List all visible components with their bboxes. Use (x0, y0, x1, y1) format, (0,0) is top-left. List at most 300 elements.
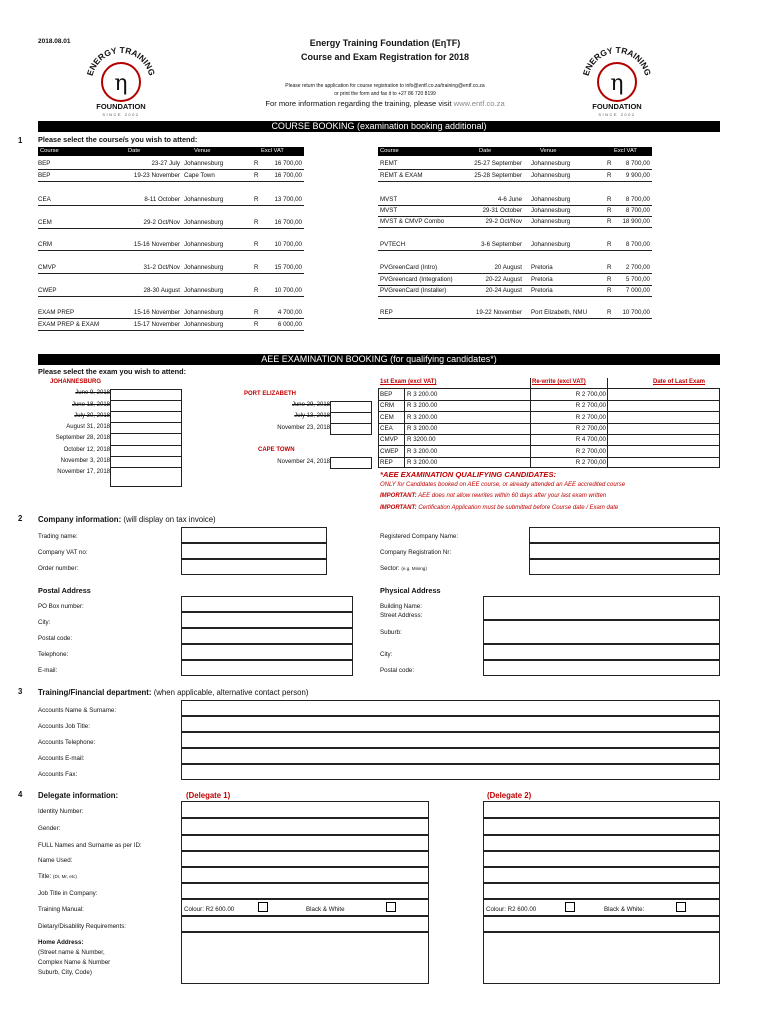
exam-fee-row[interactable] (378, 413, 720, 423)
gender-label: Gender: (38, 825, 61, 832)
more-info-text: For more information regarding the training, please visit (265, 99, 452, 108)
finance-field-input[interactable] (181, 764, 720, 780)
exam-date: June 29, 2018 (291, 402, 330, 408)
home-address-label: Home Address: (38, 939, 84, 946)
rewrite-fee: R 2 700,00 (575, 459, 606, 466)
course-venue: Johannesburg (184, 241, 224, 248)
course-price: 10 700,00 (274, 287, 302, 294)
exam-prompt: Please select the exam you wish to attend: (38, 367, 187, 376)
exam-fee-row[interactable] (378, 435, 720, 445)
exam-date: June 9, 2018 (75, 390, 110, 396)
exam-booking-bar: AEE EXAMINATION BOOKING (for qualifying candidates*) (38, 354, 720, 365)
course-venue: Johannesburg (184, 321, 224, 328)
section-4-number: 4 (18, 790, 23, 799)
home-address-hint-2: Complex Name & Number (38, 959, 111, 966)
course-row[interactable] (378, 194, 652, 205)
suburb-field[interactable] (483, 620, 720, 644)
box-divider (110, 467, 182, 468)
sector-label (380, 565, 427, 572)
col-venue: Venue (194, 148, 211, 154)
home-address-hint-3: Suburb, City, Code) (38, 969, 92, 976)
course-name: PVGreenCard (Installer) (380, 287, 447, 294)
col-excl-vat: Excl VAT (614, 148, 637, 154)
course-currency: R (254, 264, 259, 271)
rewrite-header: Re-write (excl VAT) (532, 379, 586, 385)
course-row[interactable] (378, 216, 652, 227)
row-divider (38, 296, 304, 297)
finance-field-label: Accounts Job Title: (38, 723, 90, 730)
title-text: Title: (38, 873, 52, 880)
job-title-label: Job Title in Company: (38, 890, 98, 897)
course-row[interactable] (378, 205, 652, 216)
course-name: MVST (380, 207, 398, 214)
course-name: PVTECH (380, 241, 406, 248)
rewrite-fee: R 2 700,00 (575, 402, 606, 409)
registration-nr-label: Company Registration Nr: (380, 549, 452, 556)
suburb-label: Suburb: (380, 629, 402, 636)
rewrite-fee: R 2 700,00 (575, 448, 606, 455)
course-date: 15-16 November (133, 241, 180, 248)
exam-fees-header (378, 378, 720, 388)
name-used-label: Name Used: (38, 857, 73, 864)
course-venue: Pretoria (531, 264, 553, 271)
more-info (180, 99, 590, 108)
course-date: 8-11 October (144, 196, 180, 203)
box-divider (110, 422, 182, 423)
city-field[interactable] (181, 612, 353, 628)
course-price: 8 700,00 (625, 207, 650, 214)
registered-name-label: Registered Company Name: (380, 533, 459, 540)
course-prompt: Please select the course/s you wish to attend: (38, 135, 198, 144)
vat-no-label: Company VAT no: (38, 549, 88, 556)
course-price: 7 000,00 (625, 287, 650, 294)
course-price: 16 700,00 (274, 172, 302, 179)
course-date: 19-22 November (475, 309, 522, 316)
finance-field-label: Accounts E-mail: (38, 755, 85, 762)
foundation-logo-icon (78, 46, 164, 118)
row-divider (38, 273, 304, 274)
delegate-1-name-used-field[interactable] (181, 851, 429, 867)
physical-address-title: Physical Address (380, 586, 441, 595)
street-address-field[interactable] (483, 596, 720, 620)
exam-fee-row[interactable] (378, 401, 720, 411)
rewrite-fee: R 2 700,00 (575, 425, 606, 432)
delegate-1-gender-field[interactable] (181, 818, 429, 835)
box-divider (110, 411, 182, 412)
return-line-1: Please return the application for course registration to info@entf.co.za/training@entf.co.za (285, 83, 485, 89)
physical-city-label: City: (380, 651, 393, 658)
course-row[interactable] (378, 285, 652, 296)
course-price: 18 900,00 (622, 218, 650, 225)
ct-label: CAPE TOWN (258, 447, 295, 453)
finance-heading (38, 688, 308, 697)
course-name: CEA (38, 196, 51, 203)
box-divider (110, 456, 182, 457)
company-subtitle: (will display on tax invoice) (123, 515, 216, 524)
course-venue: Johannesburg (531, 207, 571, 214)
important-text: Certification Application must be submitted before Course date / Exam date (418, 505, 619, 511)
row-divider (38, 228, 304, 229)
col-course: Course (40, 148, 59, 154)
delegate-2-title-field[interactable] (483, 867, 720, 883)
sector-text: Sector: (380, 565, 400, 572)
course-date: 15-16 November (133, 309, 180, 316)
course-row[interactable] (378, 262, 652, 273)
course-venue: Johannesburg (531, 172, 571, 179)
delegate-1-home-address-field[interactable] (181, 932, 429, 984)
course-currency: R (607, 218, 612, 225)
delegate-1-colour-checkbox[interactable] (258, 902, 268, 912)
exam-date: July 13, 2018 (294, 413, 330, 419)
course-price: 6 000,00 (277, 321, 302, 328)
course-price: 9 900,00 (625, 172, 650, 179)
course-venue: Pretoria (531, 276, 553, 283)
delegate-2-heading: (Delegate 2) (487, 791, 532, 800)
sector-example: (e.g. Mining) (401, 566, 427, 571)
course-venue: Johannesburg (184, 309, 224, 316)
course-row[interactable] (378, 239, 652, 250)
exam-date: November 17, 2018 (57, 469, 110, 475)
finance-field-input[interactable] (181, 732, 720, 748)
course-venue: Johannesburg (184, 160, 224, 167)
course-currency: R (607, 207, 612, 214)
postal-address-title: Postal Address (38, 586, 91, 595)
row-divider (378, 445, 720, 446)
logo-top-text: ENERGY TRAINING (84, 46, 158, 77)
course-row[interactable] (378, 274, 652, 285)
course-name: MVST (380, 196, 398, 203)
identity-number-label: Identity Number: (38, 808, 84, 815)
course-name: CWEP (38, 287, 57, 294)
home-address-hint-1: (Street name & Number, (38, 949, 105, 956)
company-title: Company information: (38, 515, 122, 524)
delegate-2-dietary-field[interactable] (483, 916, 720, 932)
exam-date: October 12, 2018 (63, 447, 110, 453)
course-date: 19-23 November (133, 172, 180, 179)
street-address-label: Street Address: (380, 612, 423, 619)
exam-code: REP (380, 459, 393, 466)
dietary-label: Dietary/Disability Requirements: (38, 923, 127, 930)
delegate-1-full-names-field[interactable] (181, 835, 429, 851)
course-name: REMT & EXAM (380, 172, 423, 179)
course-currency: R (607, 160, 612, 167)
course-row[interactable] (378, 307, 652, 318)
course-header-left (38, 147, 304, 156)
exam-date: August 31, 2018 (66, 424, 110, 430)
delegate-2-bw-checkbox[interactable] (676, 902, 686, 912)
course-name: PVGreencard (Integration) (380, 276, 453, 283)
row-divider (378, 227, 652, 228)
first-exam-fee: R 3 200.00 (407, 391, 438, 398)
row-divider (38, 181, 304, 182)
exam-fee-row[interactable] (378, 447, 720, 457)
doc-date: 2018.08.01 (38, 38, 71, 45)
jhb-label: JOHANNESBURG (50, 379, 102, 385)
order-number-label: Order number: (38, 565, 79, 572)
exam-code: CRM (380, 402, 395, 409)
training-manual-label: Training Manual: (38, 906, 84, 913)
course-date: 15-17 November (133, 321, 180, 328)
delegate-2-job-field[interactable] (483, 883, 720, 899)
course-name: CEM (38, 219, 52, 226)
course-row[interactable] (378, 158, 652, 169)
course-venue: Pretoria (531, 287, 553, 294)
exam-code: CEM (380, 414, 394, 421)
course-price: 15 700,00 (274, 264, 302, 271)
first-exam-fee: R 3 200.00 (407, 402, 438, 409)
course-name: EXAM PREP & EXAM (38, 321, 100, 328)
first-exam-fee: R 3 200.00 (407, 414, 438, 421)
course-date: 4-6 June (497, 196, 522, 203)
course-currency: R (607, 196, 612, 203)
delegate-1-dietary-field[interactable] (181, 916, 429, 932)
logo-since: SINCE 2002 (598, 112, 636, 117)
course-price: 8 700,00 (625, 160, 650, 167)
course-price: 4 700,00 (277, 309, 302, 316)
col-excl-vat: Excl VAT (261, 148, 284, 154)
row-divider (378, 411, 720, 412)
course-currency: R (607, 172, 612, 179)
box-divider (330, 423, 372, 424)
delegate-1-job-field[interactable] (181, 883, 429, 899)
finance-field-input[interactable] (181, 748, 720, 764)
row-divider (378, 181, 652, 182)
col-date: Date (479, 148, 492, 154)
rewrite-fee: R 4 700,00 (575, 436, 606, 443)
course-venue: Johannesburg (184, 219, 224, 226)
delegate-1-bw-checkbox[interactable] (386, 902, 396, 912)
registration-nr-field[interactable] (529, 543, 720, 559)
exam-fee-row[interactable] (378, 390, 720, 400)
course-currency: R (254, 196, 259, 203)
ct-exam-select-box[interactable] (330, 457, 372, 469)
course-date: 23-27 July (151, 160, 180, 167)
sector-field[interactable] (529, 559, 720, 575)
title-example: (Dr, Mr, etc) (52, 874, 77, 879)
company-heading (38, 515, 216, 524)
course-date: 20 August (494, 264, 522, 271)
first-exam-fee: R 3200.00 (407, 436, 436, 443)
course-row[interactable] (38, 307, 304, 318)
course-row[interactable] (38, 194, 304, 205)
exam-date: September 28, 2018 (55, 435, 110, 441)
course-name: CRM (38, 241, 53, 248)
row-divider (378, 250, 652, 251)
course-currency: R (607, 241, 612, 248)
course-row[interactable] (38, 217, 304, 228)
row-divider (38, 250, 304, 251)
pe-exam-select-boxes[interactable] (330, 401, 372, 435)
first-exam-fee: R 3 200.00 (407, 425, 438, 432)
logo-since: SINCE 2002 (102, 112, 140, 117)
course-venue: Johannesburg (531, 160, 571, 167)
course-date: 25-28 September (474, 172, 522, 179)
delegate-1-identity-field[interactable] (181, 801, 429, 818)
po-box-field[interactable] (181, 596, 353, 612)
qualifying-note: ONLY for Candidates booked on AEE course, or already attended an AEE accredited course (380, 482, 626, 488)
telephone-field[interactable] (181, 644, 353, 660)
row-divider (38, 205, 304, 206)
course-price: 8 700,00 (625, 241, 650, 248)
exam-code: CEA (380, 425, 393, 432)
delegate-1-bw-option: Black & White (306, 906, 345, 913)
course-currency: R (607, 309, 612, 316)
course-name: PVGreenCard (Intro) (380, 264, 438, 271)
order-number-field[interactable] (181, 559, 327, 575)
row-divider (378, 296, 652, 297)
course-venue: Johannesburg (531, 218, 571, 225)
exam-date: July 30, 2018 (74, 413, 110, 419)
physical-postal-code-field[interactable] (483, 660, 720, 676)
course-row[interactable] (38, 239, 304, 250)
row-divider (38, 330, 304, 331)
course-row[interactable] (38, 285, 304, 296)
finance-subtitle: (when applicable, alternative contact person) (153, 688, 309, 697)
course-date: 28-30 August (143, 287, 180, 294)
vat-no-field[interactable] (181, 543, 327, 559)
exam-fee-row[interactable] (378, 424, 720, 434)
po-box-label: PO Box number: (38, 603, 84, 610)
delegate-2-bw-option: Black & White: (604, 906, 645, 913)
course-date: 29-31 October (482, 207, 522, 214)
city-label: City: (38, 619, 51, 626)
course-date: 29-2 Oct/Nov (485, 218, 522, 225)
course-venue: Johannesburg (531, 241, 571, 248)
building-name-label: Building Name: (380, 603, 422, 610)
finance-field-label: Accounts Name & Surname: (38, 707, 117, 714)
course-row[interactable] (38, 319, 304, 330)
course-price: 16 700,00 (274, 219, 302, 226)
logo-top-text: ENERGY TRAINING (580, 46, 654, 77)
title-line-1: Energy Training Foundation (EηTF) (309, 38, 461, 48)
finance-field-input[interactable] (181, 716, 720, 732)
course-price: 8 700,00 (625, 196, 650, 203)
physical-city-field[interactable] (483, 644, 720, 660)
col-venue: Venue (540, 148, 557, 154)
course-date: 31-2 Oct/Nov (143, 264, 180, 271)
box-divider (110, 445, 182, 446)
course-currency: R (254, 321, 259, 328)
email-field[interactable] (181, 660, 353, 676)
important-text: AEE does not allow rewrites within 60 days after your last exam written (418, 493, 607, 499)
course-price: 10 700,00 (622, 309, 650, 316)
rewrite-fee: R 2 700,00 (575, 414, 606, 421)
delegate-2-colour-option: Colour: R2 600.00 (486, 906, 537, 913)
email-label: E-mail: (38, 667, 58, 674)
rewrite-fee: R 2 700,00 (575, 391, 606, 398)
course-currency: R (254, 219, 259, 226)
logo-eta: η (610, 71, 624, 96)
registered-name-field[interactable] (529, 527, 720, 543)
course-venue: Johannesburg (184, 264, 224, 271)
physical-postal-code-label: Postal code: (380, 667, 415, 674)
course-booking-bar: COURSE BOOKING (examination booking additional) (38, 121, 720, 132)
pe-label: PORT ELIZABETH (244, 391, 296, 397)
trading-name-label: Trading name: (38, 533, 78, 540)
col-date: Date (128, 148, 141, 154)
website-link[interactable]: www.entf.co.za (453, 99, 505, 108)
course-currency: R (254, 309, 259, 316)
finance-field-input[interactable] (181, 700, 720, 716)
title-line-2: Course and Exam Registration for 2018 (300, 52, 470, 62)
delegate-2-gender-field[interactable] (483, 818, 720, 835)
logo-left (78, 46, 164, 118)
postal-code-field[interactable] (181, 628, 353, 644)
course-venue: Johannesburg (531, 196, 571, 203)
section-1-number: 1 (18, 136, 23, 145)
course-currency: R (254, 241, 259, 248)
course-name: MVST & CMVP Combo (380, 218, 445, 225)
delegate-1-title-field[interactable] (181, 867, 429, 883)
course-row[interactable] (38, 158, 304, 169)
course-date: 20-24 August (485, 287, 522, 294)
delegate-2-name-used-field[interactable] (483, 851, 720, 867)
course-currency: R (607, 276, 612, 283)
col-course: Course (380, 148, 399, 154)
course-date: 29-2 Oct/Nov (143, 219, 180, 226)
first-exam-fee: R 3 200.00 (407, 448, 438, 455)
course-currency: R (607, 264, 612, 271)
exam-code: CMVP (380, 436, 398, 443)
course-venue: Johannesburg (184, 196, 224, 203)
delegate-1-heading: (Delegate 1) (186, 791, 231, 800)
exam-code: BEP (380, 391, 393, 398)
course-currency: R (254, 287, 259, 294)
full-names-label: FULL Names and Surname as per ID: (38, 842, 142, 849)
delegate-2-full-names-field[interactable] (483, 835, 720, 851)
section-2-number: 2 (18, 514, 23, 523)
course-name: EXAM PREP (38, 309, 75, 316)
box-divider (330, 412, 372, 413)
course-row[interactable] (38, 170, 304, 181)
trading-name-field[interactable] (181, 527, 327, 543)
course-name: BEP (38, 160, 51, 167)
course-row[interactable] (378, 170, 652, 181)
course-name: REMT (380, 160, 398, 167)
last-exam-header: Date of Last Exam (653, 379, 706, 385)
exam-date: June 18, 2018 (71, 402, 110, 408)
exam-date: November 23, 2018 (277, 425, 330, 431)
first-exam-header: 1st Exam (excl VAT) (380, 379, 437, 385)
logo-foundation: FOUNDATION (592, 102, 642, 111)
finance-field-label: Accounts Telephone: (38, 739, 96, 746)
course-date: 25-27 September (474, 160, 522, 167)
delegate-title: Delegate information: (38, 791, 119, 800)
important-note-1 (380, 493, 606, 499)
course-currency: R (254, 172, 259, 179)
course-venue: Port Elizabeth, NMU (531, 309, 588, 316)
delegate-2-identity-field[interactable] (483, 801, 720, 818)
exam-code: CWEP (380, 448, 399, 455)
delegate-1-colour-option: Colour: R2 600.00 (184, 906, 235, 913)
logo-foundation: FOUNDATION (96, 102, 146, 111)
jhb-exam-select-boxes[interactable] (110, 389, 182, 487)
finance-field-label: Accounts Fax: (38, 771, 78, 778)
course-row[interactable] (38, 262, 304, 273)
title-label (38, 873, 77, 880)
course-name: CMVP (38, 264, 56, 271)
delegate-2-home-address-field[interactable] (483, 932, 720, 984)
course-currency: R (254, 160, 259, 167)
box-divider (110, 433, 182, 434)
postal-code-label: Postal code: (38, 635, 73, 642)
course-price: 2 700,00 (625, 264, 650, 271)
course-venue: Cape Town (184, 172, 215, 179)
exam-fee-row[interactable] (378, 458, 720, 468)
course-name: REP (380, 309, 393, 316)
exam-date: November 3, 2018 (60, 458, 110, 464)
delegate-2-colour-checkbox[interactable] (565, 902, 575, 912)
